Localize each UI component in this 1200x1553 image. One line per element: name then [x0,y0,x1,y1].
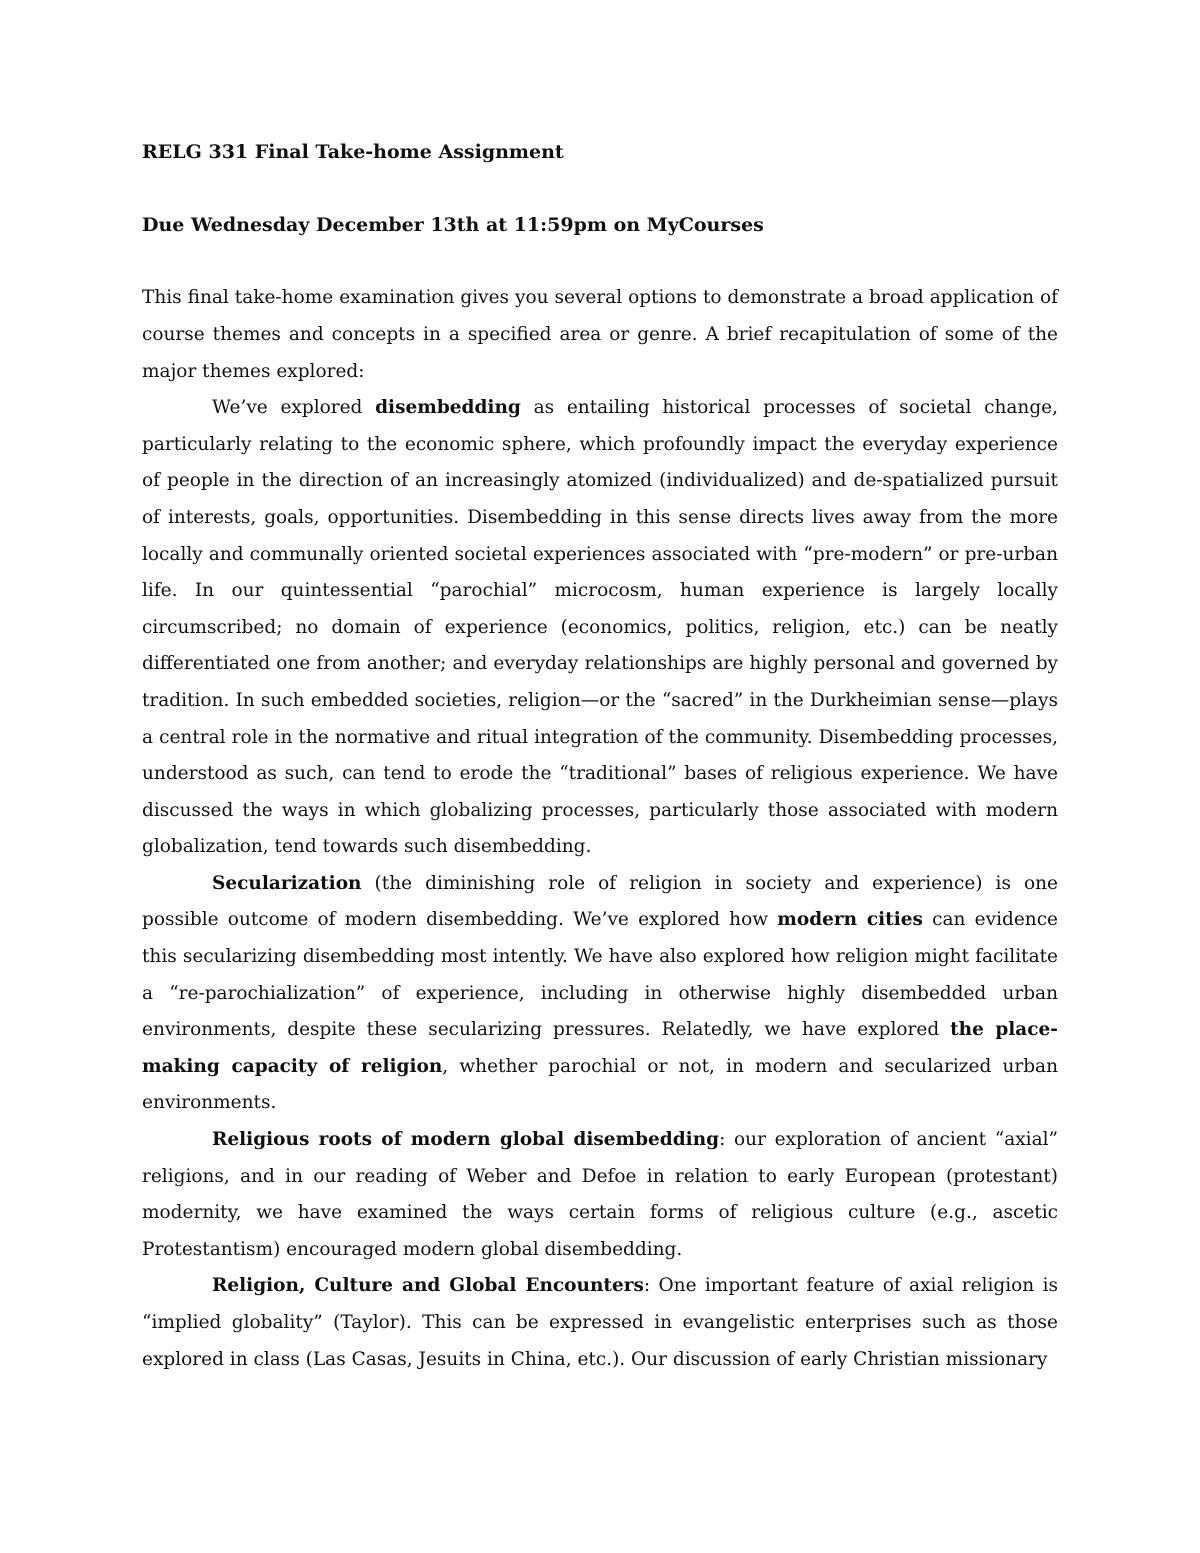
text-run: We’ve explored [212,397,376,419]
text-run: : One important feature of axial religion is “implied globality” (Taylor). This can be expressed in evangelistic enterprises such as those explored in class (Las Casas, Jesuits in China, etc.). Our discussion of early Christian missionary [142,1275,1058,1370]
text-run: as entailing historical processes of societal change, particularly relating to the economic sphere, which profoundly impact the everyday experience of people in the direction of an increasingly atomized (individualized) and de-spatialized pursuit of interests, goals, opportunities. Disembedding in this sense directs lives away from the more locally and communally oriented societal experiences associated with “pre-modern” or pre-urban life. In our quintessential “parochial” microcosm, human experience is largely locally circumscribed; no domain of experience (economics, politics, religion, etc.) can be neatly differentiated one from another; and everyday relationships are highly personal and governed by tradition. In such embedded societies, religion—or the “sacred” in the Durkheimian sense—plays a central role in the normative and ritual integration of the community. Disembedding processes, understood as such, can tend to erode the “traditional” bases of religious experience. We have discussed the ways in which globalizing processes, particularly those associated with modern globalization, tend towards such disembedding. [142,397,1058,858]
intro-paragraph: This final take-home examination gives you several options to demonstrate a broad application of course themes and concepts in a specified area or genre. A brief recapitulation of some of the major themes explored: [142,287,1058,382]
global-encounters-paragraph [142,1268,1058,1378]
due-date-line: Due Wednesday December 13th at 11:59pm on MyCourses [142,214,764,237]
bold-term: disembedding [375,397,521,419]
bold-term: Secularization [212,872,362,894]
text-run: (the diminishing role of religion in society and experience) is one possible outcome of modern disembedding. We’ve explored how [142,872,1058,931]
bold-term: the place-making capacity of religion [142,1019,1058,1077]
bold-term: Religious roots of modern global disembedding [212,1129,720,1151]
document-title: RELG 331 Final Take-home Assignment [142,141,564,163]
secularization-paragraph [142,866,1058,1122]
disembedding-paragraph [142,390,1058,866]
document-page [142,134,1058,1378]
text-run: : our exploration of ancient “axial” religions, and in our reading of Weber and Defoe in relation to early European (protestant) modernity, we have examined the ways certain forms of religious culture (e.g., ascetic Protestantism) encouraged modern global disembedding. [142,1129,1058,1260]
bold-term: modern cities [777,909,923,931]
religious-roots-paragraph [142,1122,1058,1268]
text-run: can evidence this secularizing disembedding most intently. We have also explored how religion might facilitate a “re-parochialization” of experience, including in otherwise highly disembedded urban environments, despite these secularizing pressures. Relatedly, we have explored [142,909,1058,1041]
text-run: , whether parochial or not, in modern and secularized urban environments. [142,1055,1058,1114]
bold-term: Religion, Culture and Global Encounters [212,1275,644,1297]
